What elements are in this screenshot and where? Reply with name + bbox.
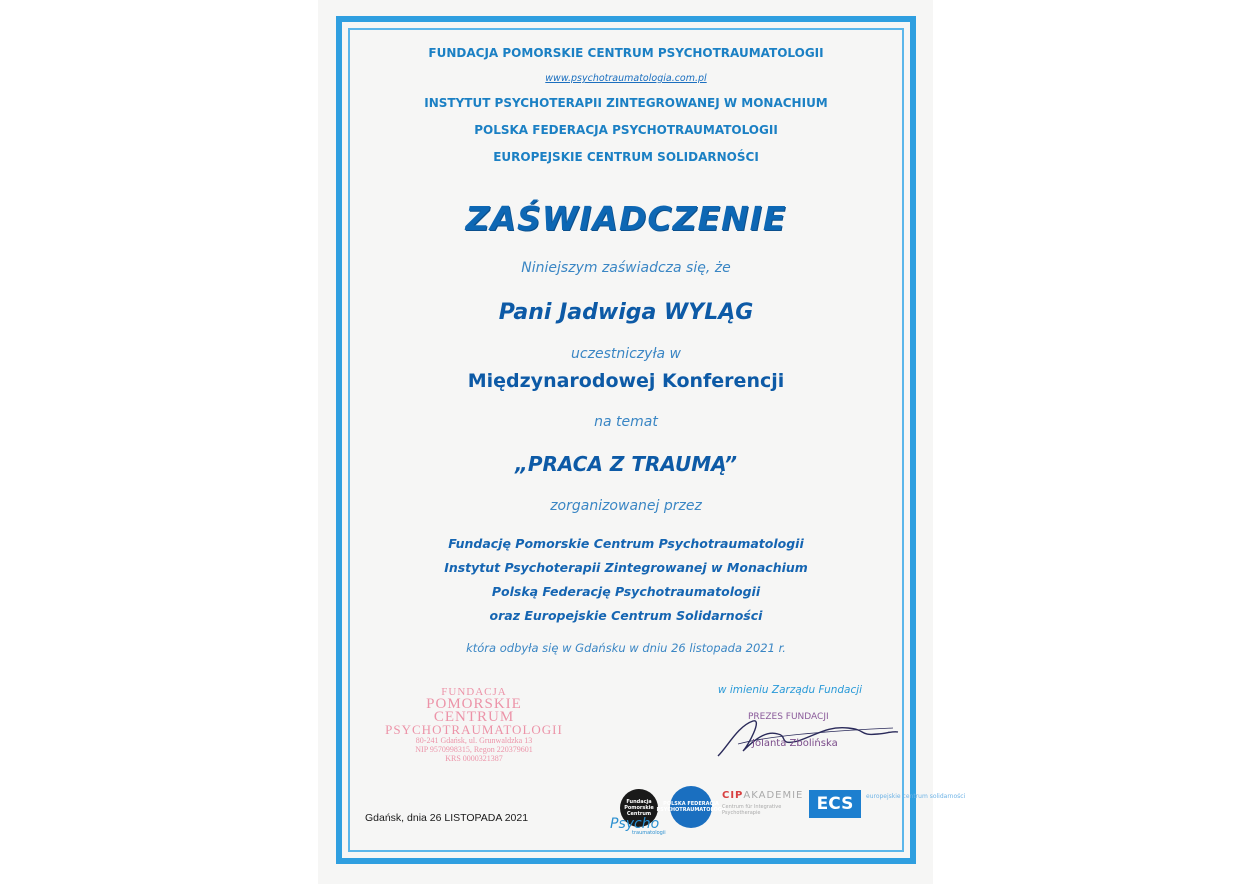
certificate-title: ZAŚWIADCZENIE (465, 199, 787, 238)
intro-text: Niniejszym zaświadcza się, że (521, 260, 731, 276)
on-behalf-text: w imieniu Zarządu Fundacji (717, 684, 863, 696)
organizer-2: Instytut Psychoterapii Zintegrowanej w Monachium (444, 560, 808, 575)
cip-light-text: AKADEMIE (743, 790, 804, 801)
cip-bold-text: CIP (722, 790, 744, 801)
stamp-line2: POMORSKIE CENTRUM (426, 696, 522, 725)
header-org4: EUROPEJSKIE CENTRUM SOLIDARNOŚCI (493, 150, 759, 164)
header-org3: POLSKA FEDERACJA PSYCHOTRAUMATOLOGII (474, 123, 778, 137)
stamp-line5: NIP 9570998315, Regon 220379601 (415, 745, 533, 754)
organized-by-text: zorganizowanej przez (550, 498, 702, 514)
ecs-subtitle: europejskie centrum solidarności (866, 793, 966, 800)
place-and-date: Gdańsk, dnia 26 LISTOPADA 2021 (365, 812, 529, 824)
header-org1: FUNDACJA POMORSKIE CENTRUM PSYCHOTRAUMATOLOGII (428, 46, 824, 60)
organizer-3: Polską Federację Psychotraumatologii (491, 584, 761, 599)
recipient-name: Pani Jadwiga WYLĄG (498, 300, 754, 325)
header-url-link[interactable]: www.psychotraumatologia.com.pl (545, 73, 707, 84)
organizer-4: oraz Europejskie Centrum Solidarności (489, 608, 763, 623)
cip-subtitle: Centrum für Integrative Psychotherapie (722, 804, 782, 816)
stamp-line3: PSYCHOTRAUMATOLOGII (385, 722, 563, 737)
stamp-line1: FUNDACJA (441, 686, 507, 698)
psycho-brand-sub: traumatologii (632, 830, 666, 836)
event-name: Międzynarodowej Konferencji (467, 370, 785, 392)
signature-scribble (708, 706, 908, 766)
ecs-logo: ECS (809, 790, 861, 818)
stamp-line6: KRS 0000321387 (445, 754, 503, 763)
foundation-stamp (384, 686, 564, 763)
participated-text: uczestniczyła w (571, 346, 681, 362)
stamp-line4: 80-241 Gdańsk, ul. Grunwaldzka 13 (415, 736, 533, 745)
psycho-brand-text: Psycho (610, 816, 660, 832)
header-org2: INSTYTUT PSYCHOTERAPII ZINTEGROWANEJ W MONACHIUM (424, 96, 828, 110)
topic-label: na temat (594, 414, 658, 430)
signer-name: Jolanta Zbolińska (752, 738, 838, 749)
logo1-text: Fundacja Pomorskie Centrum (624, 799, 654, 817)
topic-title: „PRACA Z TRAUMĄ” (514, 452, 738, 476)
organizer-1: Fundację Pomorskie Centrum Psychotraumatologii (448, 536, 804, 551)
cip-akademie-logo (722, 790, 803, 801)
logo2-text: POLSKA FEDERACJA PSYCHOTRAUMATOLOGII (656, 801, 726, 813)
event-held-text: która odbyła się w Gdańsku w dniu 26 listopada 2021 r. (466, 641, 786, 655)
federation-logo (656, 786, 726, 828)
signature-role: PREZES FUNDACJI (748, 712, 829, 722)
